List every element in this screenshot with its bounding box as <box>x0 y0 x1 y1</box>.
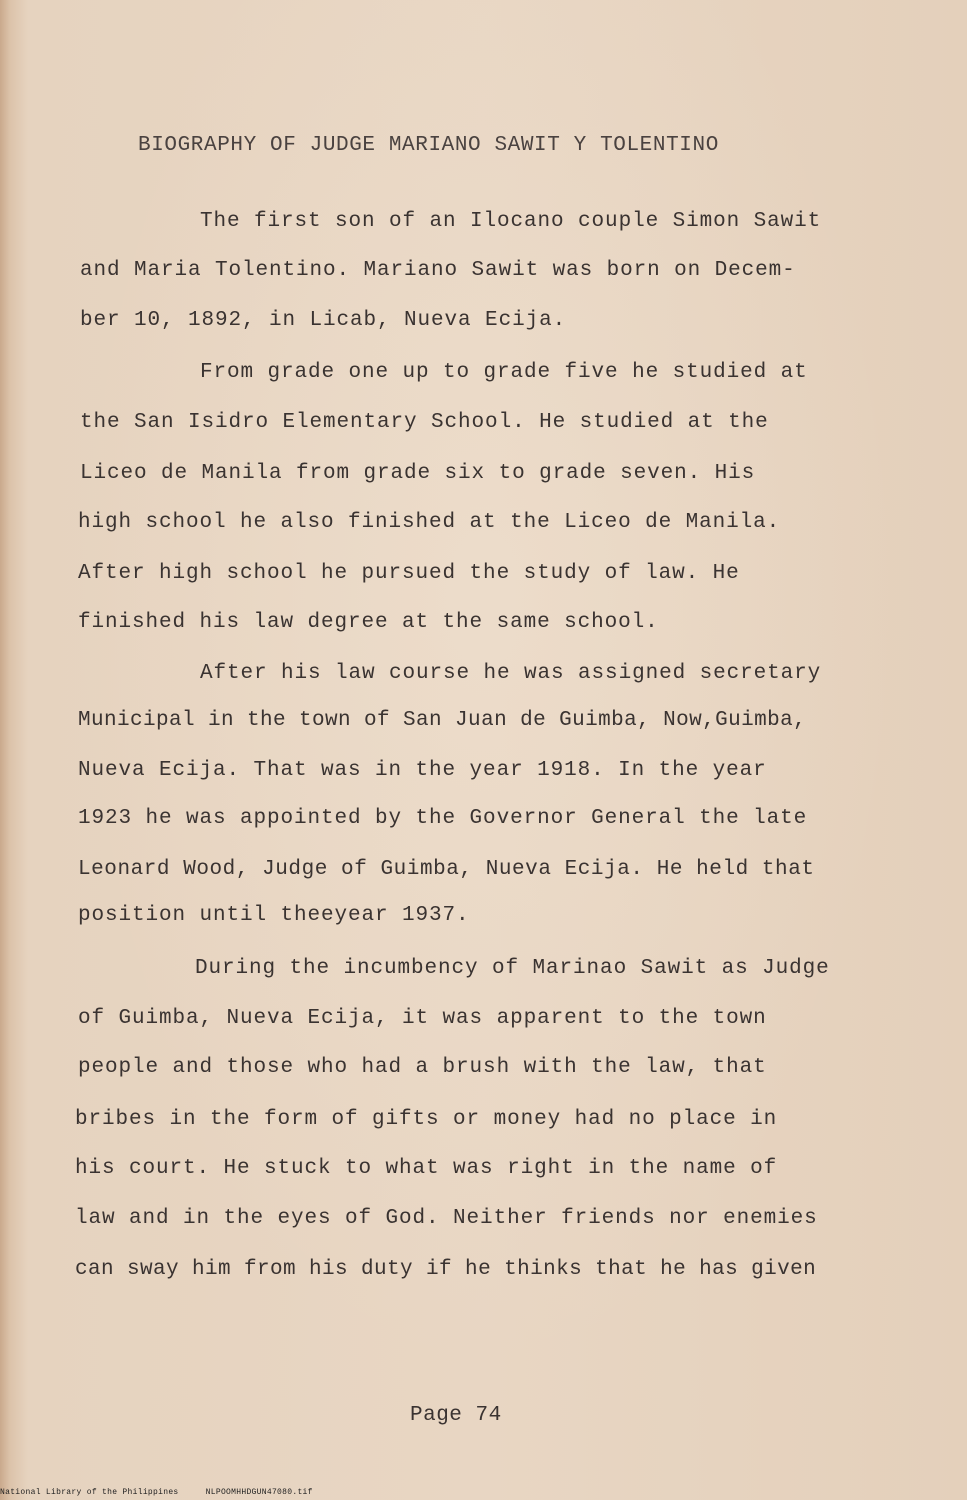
page-number: Page 74 <box>410 1404 502 1427</box>
text-line: Municipal in the town of San Juan de Guimba, Now,Guimba, <box>78 709 807 732</box>
text-line: law and in the eyes of God. Neither friends nor enemies <box>75 1207 818 1230</box>
scan-footer <box>0 1488 313 1497</box>
text-line: From grade one up to grade five he studied at <box>200 361 808 384</box>
text-line: finished his law degree at the same school. <box>78 611 659 634</box>
text-line: Nueva Ecija. That was in the year 1918. In the year <box>78 759 767 782</box>
text-line: of Guimba, Nueva Ecija, it was apparent to the town <box>78 1007 767 1030</box>
text-line: After his law course he was assigned secretary <box>200 662 822 685</box>
text-line: 1923 he was appointed by the Governor General the late <box>78 807 808 830</box>
text-line: people and those who had a brush with the law, that <box>78 1056 767 1079</box>
text-line: After high school he pursued the study of law. He <box>78 562 740 585</box>
text-line: Liceo de Manila from grade six to grade seven. His <box>80 462 756 485</box>
text-line: the San Isidro Elementary School. He studied at the <box>80 411 769 434</box>
text-line: position until theeyear 1937. <box>78 904 470 927</box>
text-line: During the incumbency of Marinao Sawit as Judge <box>195 957 830 980</box>
text-line: ber 10, 1892, in Licab, Nueva Ecija. <box>80 309 567 332</box>
file-name: NLPOOMHHDGUN47080.tif <box>205 1488 313 1497</box>
text-line: bribes in the form of gifts or money had no place in <box>75 1108 778 1131</box>
text-line: his court. He stuck to what was right in the name of <box>75 1157 778 1180</box>
text-line: The first son of an Ilocano couple Simon Sawit <box>200 210 822 233</box>
library-credit: National Library of the Philippines <box>0 1488 179 1497</box>
text-line: Leonard Wood, Judge of Guimba, Nueva Ecija. He held that <box>78 858 815 881</box>
text-line: can sway him from his duty if he thinks that he has given <box>75 1258 817 1281</box>
text-line: high school he also finished at the Liceo de Manila. <box>78 511 781 534</box>
text-line: and Maria Tolentino. Mariano Sawit was born on Decem- <box>80 259 796 282</box>
page-title: BIOGRAPHY OF JUDGE MARIANO SAWIT Y TOLENTINO <box>138 134 719 157</box>
